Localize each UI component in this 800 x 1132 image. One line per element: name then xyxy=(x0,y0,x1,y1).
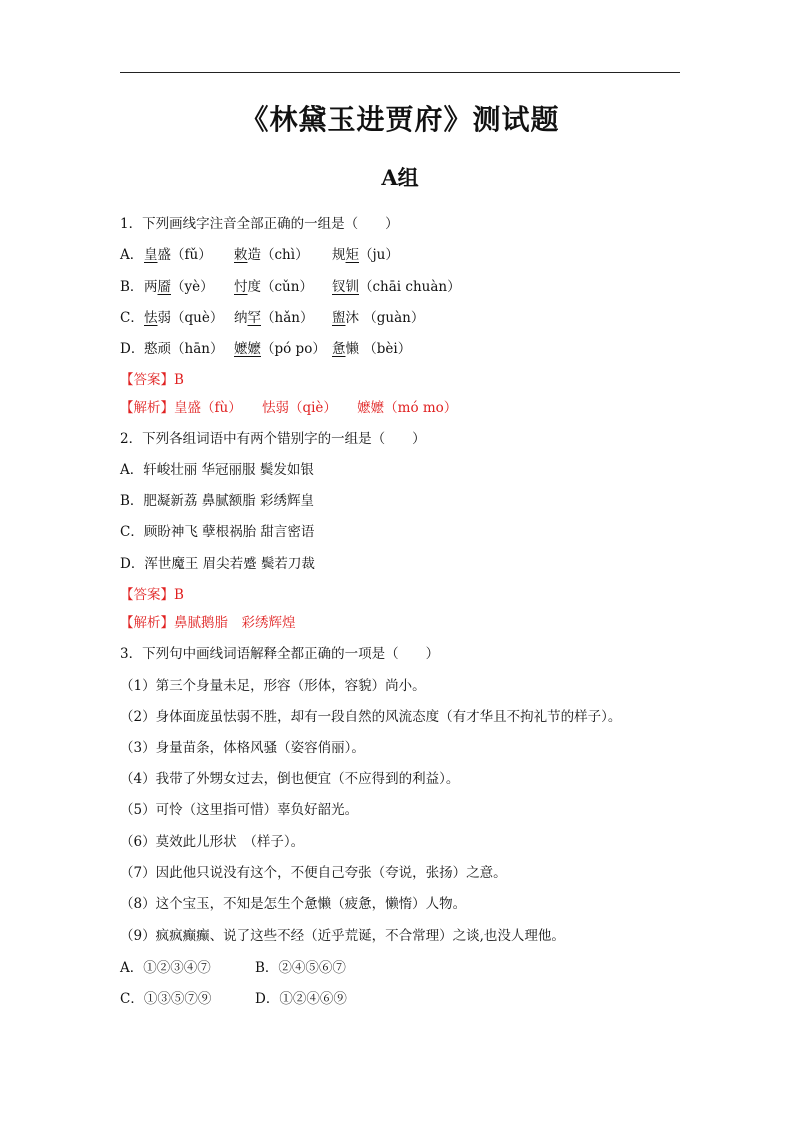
option-text: 规 xyxy=(332,247,346,263)
underlined-char: 怯 xyxy=(144,310,158,326)
q2-option-c: C．顾盼神飞 孽根祸胎 甜言密语 xyxy=(120,524,315,540)
option-text: 懒 （bèi） xyxy=(345,341,412,357)
option-text: （ju） xyxy=(359,247,399,263)
option-label: B． xyxy=(120,279,144,295)
q1-answer xyxy=(120,369,184,391)
q2-option-d: D．浑世魔王 眉尖若蹙 鬓若刀裁 xyxy=(120,556,315,572)
option-text: 盛（fǔ） xyxy=(157,247,212,263)
choice-a: A．①②③④⑦ xyxy=(120,960,211,976)
q3-item-6: （6）莫效此儿形状 （样子）。 xyxy=(120,834,305,850)
q3-item-2: （2）身体面庞虽怯弱不胜，却有一段自然的风流态度（有才华且不拘礼节的样子）。 xyxy=(120,709,622,725)
option-label: D． xyxy=(120,341,145,357)
analysis-tag: 【解析】 xyxy=(120,615,174,631)
section-heading: A组 xyxy=(381,165,419,190)
option-text: 两 xyxy=(144,279,158,295)
option-text: 纳 xyxy=(234,310,248,326)
option-text: 弱（què） xyxy=(157,310,224,326)
q2-option-b: B．肥凝新荔 鼻腻额脂 彩绣辉皇 xyxy=(120,493,315,509)
option-text: （chāi chuàn） xyxy=(359,279,461,295)
option-item xyxy=(234,307,313,329)
q3-item-3: （3）身量苗条，体格风骚（姿容俏丽）。 xyxy=(120,740,365,756)
q1-stem: 1．下列画线字注音全部正确的一组是（ ） xyxy=(120,216,399,232)
document-title: 《林黛玉进贾府》测试题 xyxy=(240,103,560,136)
option-item xyxy=(332,307,424,329)
header-rule xyxy=(120,72,680,73)
option-item xyxy=(234,276,313,298)
answer-tag: 【答案】 xyxy=(120,587,174,603)
option-text: 造（chì） xyxy=(247,247,309,263)
option-text: （yè） xyxy=(171,279,214,295)
underlined-char: 惫 xyxy=(332,341,346,357)
q3-stem: 3．下列句中画线词语解释全都正确的一项是（ ） xyxy=(120,646,440,662)
choice-d: D．①②④⑥⑨ xyxy=(255,991,347,1007)
answer-tag: 【答案】 xyxy=(120,372,174,388)
analysis-tag: 【解析】 xyxy=(120,400,174,416)
answer-value: B xyxy=(174,587,184,603)
option-item xyxy=(144,338,223,360)
q1-analysis xyxy=(120,397,457,419)
underlined-char: 矩 xyxy=(345,247,359,263)
choice-c: C．①③⑤⑦⑨ xyxy=(120,991,212,1007)
choice-b: B．②④⑤⑥⑦ xyxy=(255,960,346,976)
underlined-char: 罕 xyxy=(247,310,261,326)
underlined-char: 嬷嬷 xyxy=(234,341,261,357)
option-label: C． xyxy=(120,310,144,326)
option-label: A． xyxy=(120,247,144,263)
underlined-char: 忖 xyxy=(234,279,248,295)
option-item xyxy=(332,338,411,360)
analysis-text: 鼻腻鹅脂 彩绣辉煌 xyxy=(174,615,296,631)
q2-answer xyxy=(120,584,184,606)
option-item xyxy=(144,307,223,329)
q3-item-8: （8）这个宝玉，不知是怎生个惫懒（疲惫，懒惰）人物。 xyxy=(120,896,467,912)
option-item xyxy=(144,276,214,298)
q3-item-7: （7）因此他只说没有这个，不便自己夸张（夸说，张扬）之意。 xyxy=(120,865,507,881)
option-text: 憨顽（hān） xyxy=(144,341,224,357)
option-text: 度（cǔn） xyxy=(247,279,313,295)
underlined-char: 皇 xyxy=(144,247,158,263)
underlined-char: 盥 xyxy=(332,310,346,326)
q3-item-9: （9）疯疯癫癫、说了这些不经（近乎荒诞，不合常理）之谈,也没人理他。 xyxy=(120,928,565,944)
option-item xyxy=(234,338,326,360)
option-item xyxy=(332,244,399,266)
option-item xyxy=(234,244,309,266)
answer-value: B xyxy=(174,372,184,388)
q3-item-5: （5）可怜（这里指可惜）辜负好韶光。 xyxy=(120,802,359,818)
option-item xyxy=(144,244,212,266)
option-text: （hǎn） xyxy=(261,310,314,326)
option-item xyxy=(332,276,461,298)
underlined-char: 钗钏 xyxy=(332,279,359,295)
underlined-char: 靥 xyxy=(157,279,171,295)
q3-item-4: （4）我带了外甥女过去，倒也便宜（不应得到的利益）。 xyxy=(120,771,460,787)
q2-stem: 2．下列各组词语中有两个错别字的一组是（ ） xyxy=(120,431,426,447)
option-text: 沐 （guàn） xyxy=(345,310,425,326)
q2-analysis xyxy=(120,612,296,634)
underlined-char: 敕 xyxy=(234,247,248,263)
q3-item-1: （1）第三个身量未足，形容（形体，容貌）尚小。 xyxy=(120,678,426,694)
q2-option-a: A．轩峻壮丽 华冠丽服 鬓发如银 xyxy=(120,462,314,478)
analysis-text: 皇盛（fù） 怯弱（qiè） 嬷嬷（mó mo） xyxy=(174,400,458,416)
option-text: （pó po） xyxy=(261,341,326,357)
